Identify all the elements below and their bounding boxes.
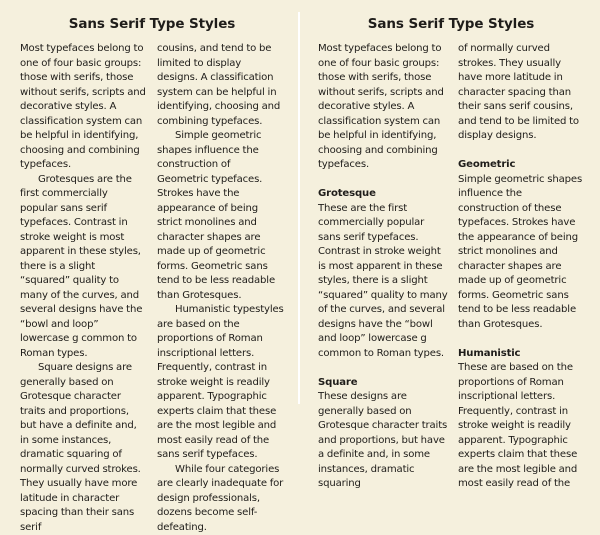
paragraph: Simple geometric shapes influence the construction of Geometric typefaces. Strokes have the appearance of being strict monolines and character shapes are made up of geometric forms. Geometric sans tend to be less readable than Grotesques. (157, 129, 284, 303)
paragraph: These designs are generally based on Grotesque character traits and proportions, but have a definite and, in some instances, dramatic squaring (318, 390, 448, 492)
paragraph: While four categories are clearly inadequate for design professionals, dozens become self-defeating. (157, 463, 284, 535)
paragraph: Most typefaces belong to one of four basic groups: those with serifs, those without serifs, scripts and decorative styles. A classification system can be helpful in identifying, choosing and combining typefaces. (20, 42, 146, 173)
column-divider (298, 12, 300, 404)
left-panel (20, 0, 284, 415)
paragraph: Grotesques are the first commercially popular sans serif typefaces. Contrast in stroke weight is most apparent in these styles, there is a slight “squared” quality to many of the curves, and several designs have the “bowl and loop” lowercase g common to Roman types. (20, 173, 146, 362)
section-heading: Humanistic (458, 347, 584, 362)
section-heading: Square (318, 376, 448, 391)
right-title: Sans Serif Type Styles (318, 16, 584, 32)
left-column-1 (20, 42, 146, 414)
right-panel (318, 0, 584, 415)
paragraph: Simple geometric shapes influence the construction of these typefaces. Strokes have the appearance of being strict monolines and character shapes are made up of geometric forms. Geometric sans tend to be less readable than Grotesques. (458, 173, 584, 333)
paragraph: Most typefaces belong to one of four basic groups: those with serifs, those without serifs, scripts and decorative styles. A classification system can be helpful in identifying, choosing and combining typefaces. (318, 42, 448, 173)
paragraph: Square designs are generally based on Grotesque character traits and proportions, but have a definite and, in some instances, dramatic squaring of normally curved strokes. They usually have more latitude in character spacing than their sans serif (20, 361, 146, 535)
right-column-2 (458, 42, 584, 414)
right-column-1 (318, 42, 448, 414)
paragraph: of normally curved strokes. They usually have more latitude in character spacing than their sans serif cousins, and tend to be limited to display designs. (458, 42, 584, 144)
paragraph: Humanistic typestyles are based on the proportions of Roman inscriptional letters. Frequently, contrast in stroke weight is readily apparent. Typographic experts claim that these are the most legible and most easily read of the sans serif typefaces. (157, 303, 284, 463)
paragraph: These are based on the proportions of Roman inscriptional letters. Frequently, contrast in stroke weight is readily apparent. Typographic experts claim that these are the most legible and most easily read of the (458, 361, 584, 492)
left-title: Sans Serif Type Styles (20, 16, 284, 32)
paragraph: cousins, and tend to be limited to display designs. A classification system can be helpful in identifying, choosing and combining typefaces. (157, 42, 284, 129)
section-heading: Grotesque (318, 187, 448, 202)
left-column-2 (157, 42, 284, 414)
paragraph: These are the first commercially popular sans serif typefaces. Contrast in stroke weight is most apparent in these styles, there is a slight “squared” quality to many of the curves, and several designs have the “bowl and loop” lowercase g common to Roman types. (318, 202, 448, 362)
section-heading: Geometric (458, 158, 584, 173)
